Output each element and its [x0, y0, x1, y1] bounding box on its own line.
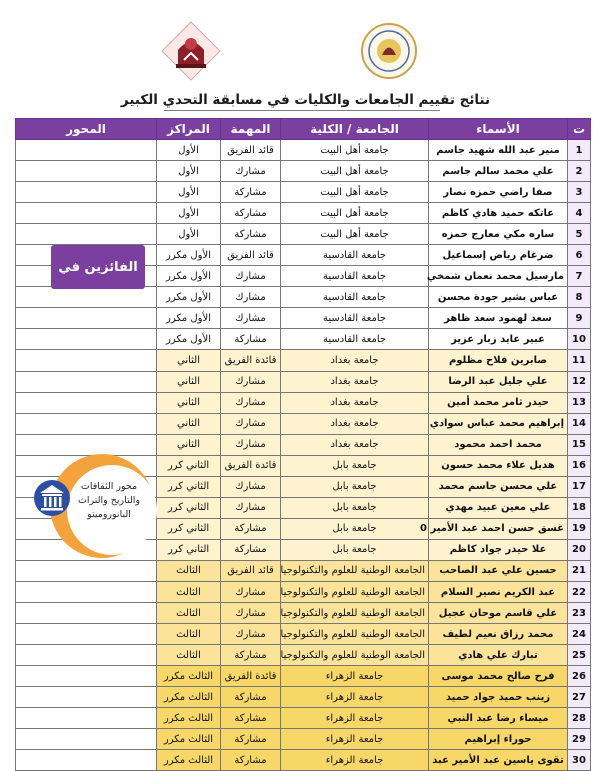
table-row	[16, 371, 591, 392]
row-role: مشارك	[221, 413, 281, 434]
page-title: نتائج تقييم الجامعات والكليات في مسابقة التحدي الكبير	[120, 92, 491, 108]
column-header-name: الأسماء	[429, 119, 568, 140]
row-university: جامعة القادسية	[281, 287, 429, 308]
row-number: 15	[568, 434, 591, 455]
row-university: الجامعة الوطنية للعلوم والتكنولوجيا	[281, 560, 429, 581]
row-university: الجامعة الوطنية للعلوم والتكنولوجيا	[281, 603, 429, 624]
row-axis-cell	[16, 624, 157, 645]
row-university: جامعة أهل البيت	[281, 182, 429, 203]
row-rank: الثاني	[157, 392, 221, 413]
row-role: مشاركة	[221, 329, 281, 350]
row-university: جامعة الزهراء	[281, 729, 429, 750]
row-university: جامعة الزهراء	[281, 708, 429, 729]
row-rank: الثاني	[157, 371, 221, 392]
row-name: ساره مكي معارج حمزه	[429, 224, 568, 245]
row-role: قائد الفريق	[221, 560, 281, 581]
column-header-role: المهمة	[221, 119, 281, 140]
table-row	[16, 329, 591, 350]
row-university: جامعة القادسية	[281, 308, 429, 329]
table-row	[16, 560, 591, 581]
row-number: 2	[568, 161, 591, 182]
row-role: مشارك	[221, 434, 281, 455]
table-row	[16, 624, 591, 645]
row-university: جامعة الزهراء	[281, 666, 429, 687]
table-row	[16, 224, 591, 245]
row-number: 1	[568, 140, 591, 161]
row-axis-cell	[16, 603, 157, 624]
row-university: جامعة بغداد	[281, 350, 429, 371]
row-number: 25	[568, 645, 591, 666]
university-seal	[356, 22, 422, 80]
row-name: منير عبد الله شهيد جاسم	[429, 140, 568, 161]
row-role: قائد الفريق	[221, 140, 281, 161]
row-role: مشارك	[221, 476, 281, 497]
row-role: مشاركة	[221, 687, 281, 708]
row-rank: الثالث مكرر	[157, 750, 221, 771]
table-row	[16, 581, 591, 602]
row-name: عبير عايد زبار عزيز	[429, 329, 568, 350]
row-number: 3	[568, 182, 591, 203]
row-number: 12	[568, 371, 591, 392]
table-row	[16, 140, 591, 161]
row-rank: الأول	[157, 203, 221, 224]
row-axis-cell	[16, 329, 157, 350]
row-number: 9	[568, 308, 591, 329]
row-rank: الثاني كرر	[157, 455, 221, 476]
row-rank: الثاني كرر	[157, 497, 221, 518]
row-rank: الثالث مكرر	[157, 708, 221, 729]
row-name: تقوى ياسين عبد الأمير عبد	[429, 750, 568, 771]
table-row	[16, 308, 591, 329]
row-name: تبارك علي هادي	[429, 645, 568, 666]
row-role: مشارك	[221, 161, 281, 182]
row-number: 13	[568, 392, 591, 413]
row-name: مارسيل محمد نعمان شمخي	[429, 266, 568, 287]
title-underline	[164, 110, 440, 111]
row-axis-cell	[16, 350, 157, 371]
row-name: علي معين عبيد مهدي	[429, 497, 568, 518]
row-number: 18	[568, 497, 591, 518]
row-university: جامعة أهل البيت	[281, 161, 429, 182]
row-university: جامعة بابل	[281, 518, 429, 539]
row-axis-cell	[16, 161, 157, 182]
row-university: الجامعة الوطنية للعلوم والتكنولوجيا	[281, 581, 429, 602]
row-role: مشارك	[221, 624, 281, 645]
row-role: مشاركة	[221, 224, 281, 245]
row-name: حوراء إبراهيم	[429, 729, 568, 750]
row-rank: الأول	[157, 224, 221, 245]
row-rank: الثالث	[157, 624, 221, 645]
row-axis-cell	[16, 645, 157, 666]
row-number: 28	[568, 708, 591, 729]
row-axis-cell	[16, 308, 157, 329]
row-role: مشارك	[221, 371, 281, 392]
row-role: مشاركة	[221, 182, 281, 203]
row-name: هديل علاء محمد حسون	[429, 455, 568, 476]
row-rank: الثاني كرر	[157, 539, 221, 560]
row-name: علي محمد سالم جاسم	[429, 161, 568, 182]
row-role: مشارك	[221, 581, 281, 602]
results-table	[15, 118, 591, 771]
row-name: علا حيدر جواد كاظم	[429, 539, 568, 560]
row-rank: الأول	[157, 161, 221, 182]
row-axis-cell	[16, 182, 157, 203]
row-role: مشاركة	[221, 203, 281, 224]
row-name: علي جليل عبد الرضا	[429, 371, 568, 392]
row-role: مشاركة	[221, 518, 281, 539]
row-university: جامعة القادسية	[281, 245, 429, 266]
row-axis-cell	[16, 140, 157, 161]
row-number: 4	[568, 203, 591, 224]
row-name: غسق حسن احمد عبد الأمير 0	[429, 518, 568, 539]
row-axis-cell	[16, 729, 157, 750]
table-row	[16, 687, 591, 708]
row-number: 11	[568, 350, 591, 371]
row-name: صابرين فلاح مظلوم	[429, 350, 568, 371]
row-number: 6	[568, 245, 591, 266]
row-name: محمد رزاق نعيم لطيف	[429, 624, 568, 645]
table-row	[16, 603, 591, 624]
row-number: 5	[568, 224, 591, 245]
row-name: عباس بشير جودة محسن	[429, 287, 568, 308]
row-name: صفا راضي حمزه نصار	[429, 182, 568, 203]
row-university: جامعة بابل	[281, 455, 429, 476]
row-role: مشارك	[221, 308, 281, 329]
row-role: مشارك	[221, 603, 281, 624]
row-rank: الثاني	[157, 413, 221, 434]
row-number: 24	[568, 624, 591, 645]
table-row	[16, 645, 591, 666]
row-name: عاتكه حميد هادي كاظم	[429, 203, 568, 224]
row-rank: الثاني كرر	[157, 518, 221, 539]
row-university: جامعة بابل	[281, 497, 429, 518]
row-university: الجامعة الوطنية للعلوم والتكنولوجيا	[281, 624, 429, 645]
row-role: مشاركة	[221, 539, 281, 560]
row-role: مشارك	[221, 392, 281, 413]
row-role: مشارك	[221, 287, 281, 308]
column-header-axis: المحور	[16, 119, 157, 140]
row-rank: الأول مكرر	[157, 308, 221, 329]
row-name: ميساء رضا عبد النبي	[429, 708, 568, 729]
row-number: 23	[568, 603, 591, 624]
row-role: قائدة الفريق	[221, 455, 281, 476]
row-axis-cell	[16, 581, 157, 602]
row-number: 14	[568, 413, 591, 434]
table-row	[16, 708, 591, 729]
row-university: الجامعة الوطنية للعلوم والتكنولوجيا	[281, 645, 429, 666]
row-number: 10	[568, 329, 591, 350]
table-row	[16, 666, 591, 687]
row-axis-cell	[16, 371, 157, 392]
row-role: مشاركة	[221, 750, 281, 771]
museum-icon	[34, 480, 70, 516]
row-axis-cell	[16, 413, 157, 434]
row-rank: الثالث	[157, 645, 221, 666]
row-number: 7	[568, 266, 591, 287]
row-name: فرح صالح محمد موسى	[429, 666, 568, 687]
ministry-logo	[158, 20, 224, 82]
row-number: 29	[568, 729, 591, 750]
row-university: جامعة بابل	[281, 476, 429, 497]
column-header-rank: المراكز	[157, 119, 221, 140]
row-number: 21	[568, 560, 591, 581]
row-number: 20	[568, 539, 591, 560]
row-rank: الثالث مكرر	[157, 666, 221, 687]
row-axis-cell	[16, 203, 157, 224]
row-number: 22	[568, 581, 591, 602]
row-name: سعد لهمود سعد ظاهر	[429, 308, 568, 329]
table-row	[16, 350, 591, 371]
table-row	[16, 729, 591, 750]
row-axis-cell	[16, 666, 157, 687]
row-rank: الثالث	[157, 603, 221, 624]
table-row	[16, 287, 591, 308]
row-role: قائد الفريق	[221, 245, 281, 266]
table-row	[16, 413, 591, 434]
row-role: مشارك	[221, 266, 281, 287]
winners-axis-badge: الفائزين في	[51, 245, 145, 289]
row-role: قائدة الفريق	[221, 350, 281, 371]
row-number: 17	[568, 476, 591, 497]
row-rank: الأول مكرر	[157, 266, 221, 287]
row-university: جامعة بغداد	[281, 371, 429, 392]
row-rank: الثاني	[157, 350, 221, 371]
row-rank: الأول مكرر	[157, 329, 221, 350]
culture-axis-label: محور الثقافات والتاريخ والتراث البانوروميتو	[77, 481, 141, 520]
row-rank: الأول	[157, 182, 221, 203]
row-axis-cell	[16, 287, 157, 308]
row-rank: الثالث مكرر	[157, 729, 221, 750]
row-axis-cell	[16, 560, 157, 581]
row-name: علي قاسم موحان عجيل	[429, 603, 568, 624]
row-rank: الأول مكرر	[157, 287, 221, 308]
row-name: حسين علي عبد الصاحب	[429, 560, 568, 581]
row-university: جامعة أهل البيت	[281, 224, 429, 245]
row-rank: الثالث	[157, 581, 221, 602]
row-number: 27	[568, 687, 591, 708]
row-role: مشارك	[221, 497, 281, 518]
row-axis-cell	[16, 392, 157, 413]
table-row	[16, 182, 591, 203]
row-number: 19	[568, 518, 591, 539]
row-rank: الأول	[157, 140, 221, 161]
table-row	[16, 203, 591, 224]
row-rank: الثاني	[157, 434, 221, 455]
row-name: حيدر ثامر محمد أمين	[429, 392, 568, 413]
row-name: عبد الكريم نصير السلام	[429, 581, 568, 602]
row-role: مشاركة	[221, 645, 281, 666]
table-row	[16, 750, 591, 771]
row-rank: الثالث مكرر	[157, 687, 221, 708]
row-number: 16	[568, 455, 591, 476]
row-university: جامعة بابل	[281, 539, 429, 560]
row-role: مشاركة	[221, 708, 281, 729]
row-number: 30	[568, 750, 591, 771]
row-rank: الأول مكرر	[157, 245, 221, 266]
row-university: جامعة القادسية	[281, 266, 429, 287]
row-rank: الثاني كرر	[157, 476, 221, 497]
row-axis-cell	[16, 708, 157, 729]
table-row	[16, 161, 591, 182]
column-header-university: الجامعة / الكلية	[281, 119, 429, 140]
row-axis-cell	[16, 224, 157, 245]
row-number: 26	[568, 666, 591, 687]
row-university: جامعة أهل البيت	[281, 203, 429, 224]
row-axis-cell	[16, 750, 157, 771]
row-name: علي محسن جاسم محمد	[429, 476, 568, 497]
row-university: جامعة القادسية	[281, 329, 429, 350]
table-row	[16, 392, 591, 413]
row-name: زينب حميد جواد حميد	[429, 687, 568, 708]
row-axis-cell	[16, 687, 157, 708]
row-university: جامعة بغداد	[281, 434, 429, 455]
logos-bar	[0, 20, 611, 82]
row-number: 8	[568, 287, 591, 308]
row-university: جامعة بغداد	[281, 392, 429, 413]
row-role: قائدة الفريق	[221, 666, 281, 687]
row-university: جامعة الزهراء	[281, 687, 429, 708]
column-header-num: ت	[568, 119, 591, 140]
row-name: إبراهيم محمد عباس سوادي	[429, 413, 568, 434]
table-header-row	[16, 119, 591, 140]
row-rank: الثالث	[157, 560, 221, 581]
row-name: ضرغام رياض إسماعيل	[429, 245, 568, 266]
row-university: جامعة الزهراء	[281, 750, 429, 771]
row-name: محمد احمد محمود	[429, 434, 568, 455]
row-role: مشاركة	[221, 729, 281, 750]
row-university: جامعة أهل البيت	[281, 140, 429, 161]
row-university: جامعة بغداد	[281, 413, 429, 434]
